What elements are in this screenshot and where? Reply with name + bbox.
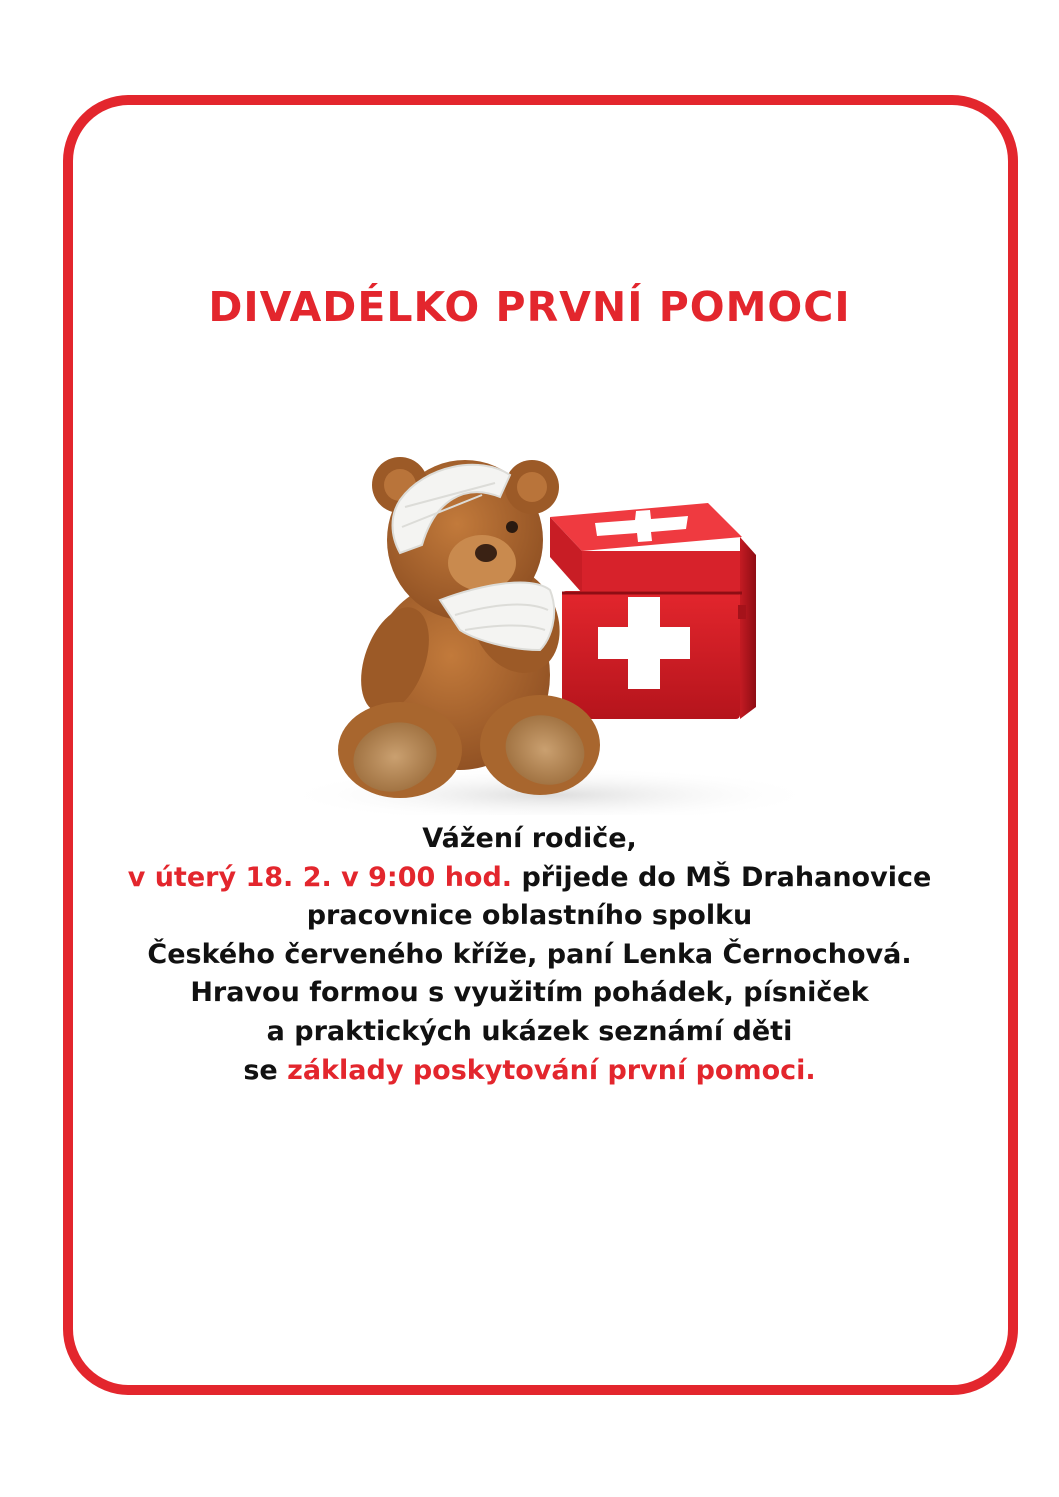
topic-line	[70, 1052, 989, 1091]
teddy-bear-icon	[338, 457, 600, 801]
first-aid-topic: základy poskytování první pomoci.	[287, 1054, 816, 1086]
greeting-line: Vážení rodiče,	[422, 823, 637, 854]
topic-prefix: se	[243, 1054, 288, 1086]
red-cross-line: Českého červeného kříže, paní Lenka Černochová.	[147, 938, 912, 970]
worker-line: pracovnice oblastního spolku	[306, 900, 753, 932]
invitation-text	[70, 820, 989, 1090]
arrival-text: přijede do MŠ Drahanovice	[512, 861, 932, 893]
method-line: Hravou formou s využitím pohádek, písniček	[190, 977, 869, 1009]
date-line	[70, 859, 989, 898]
page-title: DIVADÉLKO PRVNÍ POMOCI	[208, 283, 851, 331]
first-aid-kit-icon	[550, 503, 756, 719]
event-date-time: v úterý 18. 2. v 9:00 hod.	[127, 861, 513, 893]
demonstration-line: a praktických ukázek seznámí děti	[266, 1015, 793, 1047]
teddy-bear-first-aid-illustration	[250, 445, 840, 815]
